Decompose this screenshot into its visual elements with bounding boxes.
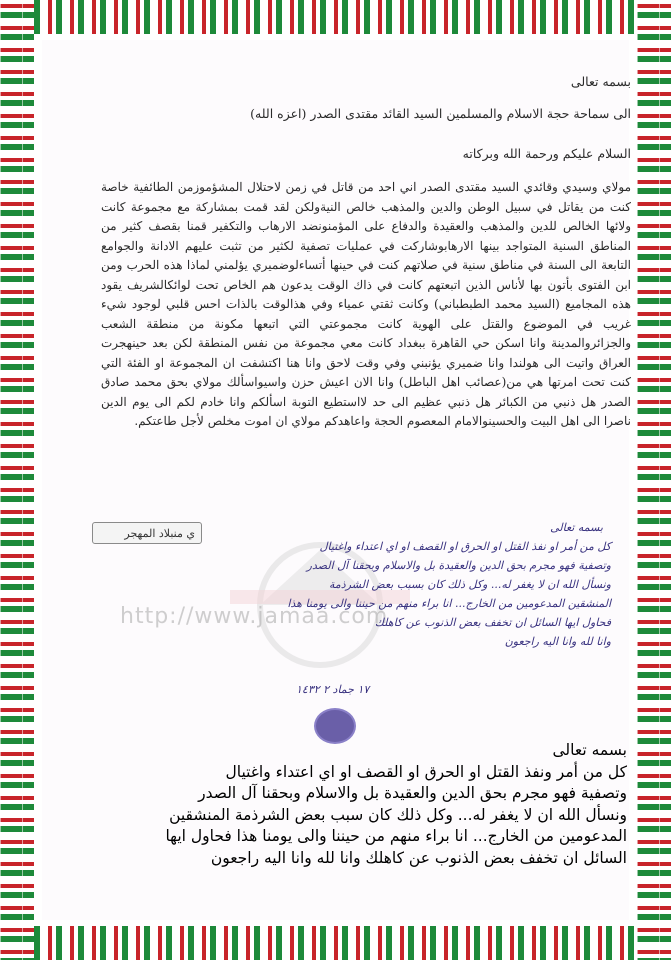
- watermark-url: http://www.jamaa.com: [120, 604, 389, 629]
- decorative-flag-border-right: [637, 0, 671, 960]
- transcription-line: كل من أمر ونفذ القتل او الحرق او القصف او اي اعتداء واغتيال: [225, 762, 627, 781]
- transcription-line: ونسأل الله ان لا يغفر له... وكل ذلك كان سبب بعض الشرذمة المنشقين: [169, 805, 627, 824]
- handwritten-line: وتصفية فهو مجرم بحق الدين والعقيدة بل والاسلام وبحقنا آل الصدر: [306, 559, 611, 572]
- handwritten-date: ١٧ جماد ٢ ١٤٣٢: [296, 683, 370, 696]
- decorative-flag-border-bottom: [0, 926, 671, 960]
- transcription-line: وتصفية فهو مجرم بحق الدين والعقيدة بل والاسلام وبحقنا آل الصدر: [198, 784, 627, 802]
- transcription-line: المدعومين من الخارج... انا براء منهم من حيننا والى يومنا هذا فحاول ايها: [165, 827, 627, 845]
- handwritten-line: وانا لله وانا اليه راجعون: [504, 635, 611, 648]
- letter-body: مولاي وسيدي وقائدي السيد مقتدى الصدر اني احد من قاتل في زمن لاحتلال المشؤموزمن الطائفية خاصة كنت من يقاتل في سبيل الوطن والدين والمذهب خالص النيةولكن لقد قمت بمشاركة مع مجموعة كانت ولائها الخالص للدين والمذهب والعقيدة والدفاع على المؤمنونضد الارهاب والتكفير قمنا بقصف كثير من المناطق السنية المتواجد بينها الارهابوشاركت في عمليات تصفية لكثير من تثبت عليهم الادانة والجوامع التابعة الى السنة في مناطق سنية في صلاتهم كنت في حينها أتساءلوضميري يؤلمني لماذا هذه الحرب ومن ابن الفتوى بأتون بها لأناس الذين اتبعتهم كانت في ذاك الوقت يدعون هم الخاص تحت لوائكالشريف يقود هذه المجاميع (السيد محمد الطبطباني) وكانت ثقتي عمياء وفي هذالوقت بالذات احس قلبي لوجود شيء غريب في الموضوع والقتل على الهوية كانت مجموعتي التي اتبعها مكونة من منطقة الشعب والجزائروالمدينة وانا اسكن حي القاهرة ببغداد كانت معي مجموعة من نفس المنطقة لكن بعد حينهجرت العراق واتيت الى هولندا وانا ضميري يؤنبني وفي وقت لاحق وانا هنا اكتشفت ان المجموعة او الفئة التي كنت تحت امرتها هي من(عصائب اهل الباطل) وانا الان اعيش حزن واسيواسألك مولاي بحق محمد صادق الصدر هل ذنبي من الكبائر هل ذنبي عظيم الى حد لااستطيع التوبة اسألكم وانا خادم لكم الى يوم الدين ناصرا الى اهل البيت والحسينوالامام المعصوم الحجة واعاهدكم مولاي ان اموت مخلص لأجل طاعتكم.: [101, 180, 632, 428]
- handwritten-line: كل من أمر او نفذ القتل او الحرق او القصف او اي اعتداء واغتيال: [319, 540, 611, 553]
- transcription-title: بسمه تعالى: [552, 741, 627, 759]
- transcription-line: السائل ان تخفف بعض الذنوب عن كاهلك وانا لله وانا اليه راجعون: [210, 848, 627, 867]
- official-seal-icon: [314, 708, 356, 744]
- handwritten-basmala: بسمه تعالى: [550, 521, 603, 534]
- letter-greeting: السلام عليكم ورحمة الله وبركاته: [462, 146, 631, 161]
- handwritten-line: المنشقين المدعومين من الخارج... انا براء منهم من حيننا والى يومنا هذا: [287, 597, 611, 610]
- letter-signature: ي منبلاد المهجر: [92, 522, 202, 544]
- letter-addressee: الى سماحة حجة الاسلام والمسلمين السيد القائد مقتدى الصدر (اعزه الله): [250, 106, 631, 121]
- letter-basmala: بسمه تعالى: [570, 74, 631, 89]
- handwritten-line: ونسأل الله ان لا يغفر له... وكل ذلك كان بسبب بعض الشرذمة: [329, 578, 611, 591]
- decorative-flag-border-top: [0, 0, 671, 34]
- handwritten-line: فحاول ايها السائل ان تخفف بعض الذنوب عن كاهلك: [374, 616, 611, 629]
- handwritten-reply: [151, 518, 611, 651]
- decorative-flag-border-left: [0, 0, 34, 960]
- reply-transcription: [67, 740, 627, 869]
